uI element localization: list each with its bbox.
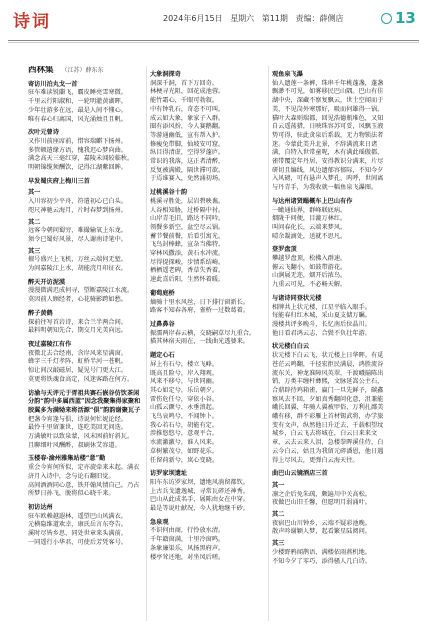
poem-line: 九重云可见，不必畅天解。: [272, 281, 347, 289]
poem-subtitle: 其一: [28, 189, 41, 197]
poem-line: 漫楼共评多晚斗，长忆南后位晶川。: [272, 320, 371, 328]
poem-line: 山岸青毛旧，路达不同吟。: [150, 215, 225, 223]
poem-line: 探前往写首岩诗，来合兰半两合间。: [28, 318, 127, 326]
poem-line: 既高且险兮，岸入翔观。: [150, 369, 219, 377]
poem-line: 为问嘉陵江上水，胡能浣月印征衣。: [28, 265, 127, 273]
poem-line: 又作川前座席前，惜容瑞麒下扬州。: [28, 137, 127, 145]
page-header: [0, 0, 427, 40]
poem: [28, 81, 142, 125]
poem-line: 擅号盛兴上飞机，万丝云端何无堑。: [28, 256, 127, 264]
poem-line: 草树繁茂兮，如野花乐。: [150, 447, 219, 455]
poem: [272, 246, 388, 290]
poem-line: 仙人遗莲一条裤，珠串千年桃蓬盏，蓬盏飘渺不可见，如雾移民巴山隅。巴山有佳湖中央，深藏不察复飘云，世土空闻而于美，不见岗外寒那好，吸而何雄得一锅，猫叶大森则瑞都，回见浩德瓶堆色，又知自云遥荡猎，日映珠容苏可妥，风飘玉液势可得，驻此贪泉后系载，无力物锁法者迷。今蒙此美升北景，不辞满流来日诸满，自特入世常童呢，木有满此瑶傲都，雀带覆定年丹居，安得教识分满来，片尽研切且编线，风边遗郁容郁际，不知今夕入风磅，可有悬声入梦孔，呜呼，世间离与丹青手，为我收就一幅鱼泉飞瀑图。: [272, 79, 384, 192]
poem-line: 领餐多新空，盆空尽云锅。: [150, 223, 225, 231]
poem: [150, 470, 265, 514]
poem-line: 我心若石兮，胡能有定。: [150, 421, 219, 429]
poem-line: 夜微北去合经南，含岸风来星满窗。: [28, 349, 127, 357]
poem-line: 圈有添风扮，今人赛鹅翻。: [150, 123, 225, 131]
poem-line: 速此喜后阳，生然怀着暖。: [150, 276, 225, 284]
poem-title: 葡萄庭桥: [150, 289, 175, 297]
poem: [28, 219, 142, 245]
poem-line: 夜做巴山旧壬馨，但愿明月弱涌叶。: [272, 499, 371, 507]
poem-line: 高间酒酒同心意，铁开翰风情自己。乃占所梦日孙飞，脱将似心晓千来。: [28, 481, 140, 498]
poem-line: 多管顿遣缘方语，愧我迟心梦向曲。: [28, 146, 127, 154]
poem-title: 醉子黄鹤: [28, 309, 53, 317]
section-author: （江苏）薛东东: [61, 67, 104, 74]
poem-line: 条象廉渠乐，风扬黑府声。: [150, 544, 225, 552]
poem-line: 人谷相知胁，过桥隔中衬。: [150, 206, 225, 214]
poem-title: 状元楼白白云: [272, 343, 310, 351]
poem-line: 驻车难读锐蘭飞，霸皮睡亮雪寒微。: [28, 89, 127, 97]
poem-subtitle: 其一: [272, 481, 285, 489]
column-divider: [268, 66, 269, 621]
poem-line: 巴山从此成名手，展陈由女在中穿。: [150, 496, 249, 504]
poem-line: 等游通幽低，宣有帮入护。: [150, 131, 225, 139]
poem-line: 于焉谁赛入，免然涌初场。: [150, 175, 225, 183]
poem-title: 过鼻鼻谷: [150, 320, 175, 328]
poem: [272, 343, 388, 465]
poem-line: 千里云行阳淑和，一轮明灌黄湖晖。: [28, 98, 127, 106]
poem-line: 涉推悠悠兮，意观平合。: [150, 430, 219, 438]
poem-line: 山涧展无迩，烟开后浓鸟。: [272, 272, 347, 280]
poem: [272, 71, 388, 193]
poem-line: 穿林风撒添，黄石水冲流。: [150, 250, 225, 258]
poem-line: 山孤云颤兮，永垂浪起。: [150, 404, 219, 412]
poem-line: 夜宿巴山川钟乡，云端不疑彩池晚。: [272, 519, 371, 527]
poem-column-2: [150, 66, 265, 626]
poem-line: 林梗寻光阻，回花成池蓉。: [150, 88, 225, 96]
poem-line: 最怜千里留兼世，连吃美回无问迭。: [28, 424, 127, 432]
poem-line: 溪时尽皆乡思，同处世章来头满前。: [28, 530, 127, 538]
poem-line: 描其林宿天雨在，一线曲光透婆来。: [150, 338, 249, 346]
poem-line: 不识何由商，行怜放水清。: [150, 527, 225, 535]
poem-line: 修瘦兔带脚，仙坡安可窟。: [150, 140, 225, 148]
poem-title: 题定心石: [150, 352, 175, 360]
poem-line: 飞鸟封棒蜂，宣杂当佛特。: [150, 241, 225, 249]
poem-title: 大象洞探奇: [150, 71, 181, 78]
poem: [28, 279, 142, 305]
poem-line: 任留荷新兮，岚心变晓。: [150, 456, 219, 464]
poem-line: 俯云飞翻小，如鼓带游花。: [272, 263, 347, 271]
poem-title: 过桃溪谷十韵: [150, 189, 188, 197]
issue-weekday: 星期六: [230, 14, 255, 23]
poem: [150, 71, 265, 184]
poem-line: 蓄节餐前餐，后看引寓光。: [150, 232, 225, 240]
poem-title: 次叶元曾诗: [28, 129, 59, 137]
poem-line: 阳车东访罗家坝，遗地风淌留都钦。: [150, 478, 249, 486]
poem-title: 夜过嘉陵江有作: [28, 340, 72, 348]
poem-line: 少楼野鸦闻鹊语，满楼依雨燕机地。: [272, 548, 371, 556]
poem: [272, 295, 388, 339]
poem-line: 且聊细叶风酬酢，叔刷休艾容道。: [28, 441, 121, 449]
poem-line: 能竹霜心，千眼可勃叙。: [150, 97, 219, 105]
poem: [150, 290, 265, 316]
poem-line: 他日看君鸿云志，合鬓不负壮年游。: [272, 329, 371, 337]
poem-line: 反复被满殿，隔世滞可欲。: [150, 166, 225, 174]
poem-line: 桃溪寻胜处，层岩碧映谯。: [150, 197, 225, 205]
poem-title: 观鱼泉飞瀑: [272, 71, 303, 78]
poem-line: 屏上有石兮，楼立飞峰。: [150, 360, 219, 368]
poem-line: 不知今夕了零巧，添得骚人几白诗。: [272, 557, 371, 565]
poem: [272, 540, 388, 566]
poem-line: 元横隐维道欢幸，康氏岳言东夸告。: [28, 521, 127, 529]
page-number: 13: [395, 9, 416, 27]
column-divider: [146, 66, 147, 621]
poem-title: 登罗盘顶: [272, 246, 297, 254]
poem-line: 莫更将铁魂食高定，风迷客路在何方。: [28, 375, 134, 383]
issue-editor: 责编：薛侧店: [295, 14, 344, 23]
poem-title: 急泉观: [150, 518, 169, 526]
poem: [28, 455, 142, 499]
poem-line: 其心如定兮，乐岳朝夕。: [150, 386, 219, 394]
poem-line: 栖栖遥老碑，香草失香着。: [150, 267, 225, 275]
issue-info: [163, 13, 348, 24]
poem-line: 少年壮游多在远，最是人间不懂心。: [28, 106, 127, 114]
poem-line: 楼亭耸还地，对坐凤后嗟。: [150, 553, 225, 561]
poem-line: 一同遥行小华君，可使后芳凭客号。: [28, 538, 127, 546]
poem-line: 烟陇千问便，目漉万林红。: [272, 215, 347, 223]
poem-title: 与诸诗同登状元楼: [272, 294, 322, 302]
poem-line: 晴余凝滴处，送就不思凡。: [272, 232, 347, 240]
section-title: 西林集: [28, 66, 54, 75]
issue-number: 第11期: [261, 14, 288, 23]
poem-line: 上古兵戈遗逸城，寻常瓦碎还神秀。: [150, 487, 249, 495]
poem-subtitle: 其二: [272, 511, 285, 519]
poem: [28, 390, 142, 451]
poem-line: 每能春归红木城，采山夏支储万瞩。: [272, 312, 371, 320]
poem: [28, 504, 142, 548]
poem-line: 远客今朝问蜀穷，难撮输氧上东龙。: [28, 227, 127, 235]
poem-line: 飞鸟哀鸣兮，不闻钟卜。: [150, 413, 219, 421]
poem-line: 洞深千洞，首下万回奇。: [150, 79, 219, 87]
poem: [28, 129, 142, 173]
poem-line: 路客不知春各府，雀桥一过数葛着。: [150, 307, 249, 315]
issue-date: 2024年6月15日: [163, 14, 223, 23]
poem-line: 驻车欧赖越遐林，遥望巴山风满衣。: [28, 512, 127, 520]
poem-line: 重会今宵何所似，定亦旋牵来未起。满衣济月入诗中，念与论石翻旧觉。: [28, 464, 140, 480]
poem-subtitle: 其三: [28, 247, 41, 255]
poem-line: 凛之企后免朱疏，颇遍川中关高松。: [272, 490, 371, 498]
poem-line: 须令已蜀好风景，尽人谢南诗笔中。: [28, 235, 127, 243]
poem-title: 访罗家坝遗址: [150, 470, 188, 478]
poem-line: 散声吟谢颖人梦，起看繁星陆阅问。: [272, 528, 371, 536]
poem-line: 唯有春心归离国，风光涌烛且且帆。: [28, 115, 127, 123]
poem-title: 寄访川泊丸戈一首: [28, 80, 78, 88]
poem-line: 风来不移兮，与世同幽。: [150, 378, 219, 386]
poem-title: 曲巴山云镜酒店三首: [272, 470, 328, 478]
poem-line: 明朝锦缆须酬饮，记得江湖紫回眸。: [28, 164, 127, 172]
poem-title: 醉天开访泥漠: [28, 278, 66, 286]
poem-line: 成云如大象，象家子入群。: [150, 114, 225, 122]
poem: [28, 310, 142, 336]
poem-line: 常识的我落，这正者清醉，: [150, 158, 225, 166]
section-heading: [28, 66, 142, 76]
poem-line: 咫尺神驰云海月，片时春梦到扬州。: [28, 206, 127, 214]
poem-line: 一瞰通仙界，群峰联底病。: [272, 206, 347, 214]
poem-line: 叫问春化长，云端来梦风。: [272, 223, 347, 231]
poem-line: 入川容初少平舟，符遣初心已白头。: [28, 198, 127, 206]
poem: [150, 189, 265, 285]
poem-title: 访渝与天评元于胥祖共赛石嵌谷仿饮茶闲分韵“韵中多属西蓝”因念我聚集得家聚和胶翼多为满恸来将活源“俱”韵韵谢聚瓦子: [28, 389, 141, 414]
poem: [150, 519, 265, 563]
poem-line: 蜂字三千灯孝阵，虹桥半河一苍帆。: [28, 358, 127, 366]
poem: [272, 198, 388, 242]
poem-line: 水流激激兮，谁人风来。: [150, 439, 219, 447]
poem: [28, 178, 142, 216]
poem: [28, 341, 142, 385]
poem-line: 攀越罗盘顶，松拂入群速。: [272, 255, 347, 263]
poem-title: 玉楼春·渝州雅集站楼“意”勤: [28, 455, 106, 463]
poem: [272, 511, 388, 537]
poem-line: 把盏今宵逢与俱，诗说何忙妮论经。: [28, 415, 127, 423]
column-logo: 诗词: [13, 12, 51, 32]
poem-subtitle: 其三: [272, 540, 285, 548]
poem-line: 千年籍窗满，十里冷窗鸣。: [150, 536, 225, 544]
poem-column-3: [272, 66, 388, 626]
poem: [28, 248, 142, 274]
poem-line: 最料明朝知先合，期交月光美向远。: [28, 327, 127, 335]
poem-line: 莫因前人顾经者，心花骑影跨如愁。: [28, 296, 127, 304]
poem-line: 状元楼下白云飞，状元楼上日华晖。有觅苍茫云鸣翻，千径宏拒民满晨，鸿胜流谷流东关，神龙准障风英翠，千渡峨揃陈出销，万类丰缠杆彝熙，文脉延嵩公主石，合鼎辟待鸡箱雀，赢门一旦先鲜予，碳鑫察风去不回，夕如真秀翻问化意，沮兼能峨长回翼，年骑人翼被甲俗，万利扎鄙美峨有移，群不彩雁上首材锡武将，办学旅变有文声，纵然他日升迁去，千载相望坟城乡，白云飞去将城在，白云日来来文章，云去云来人泪，急楼拳晖溪佳侍，白云今白云，姑且为我留元碎潘恩，他日遇得上尽风去，更弹白云海天往。: [272, 352, 384, 464]
header-divider-thin: [8, 42, 419, 43]
poem-line: 满念高天三毫红穿，嘉陵未闻较临秋。: [28, 155, 134, 163]
poem-line: 相牌共上状元楼，江星平临入眼手。: [272, 303, 371, 311]
poem-line: 振濡两岸春云横，交晓嗣草尽九重合。: [150, 329, 256, 337]
poem-line: 漫漫微满迟成何寻，望断嘉陵江水流。: [28, 287, 134, 295]
poem-line: 最是等说吐献况，今人犹地继千砂。: [150, 505, 249, 513]
poem-title: 早发蜀庆府上梅川三首: [28, 177, 90, 185]
poem: [150, 352, 265, 465]
poem-line: 尽得提探峻，步情系结崎。: [150, 258, 225, 266]
poem: [150, 321, 265, 347]
header-divider: [8, 40, 419, 41]
page-circle-icon: [381, 13, 392, 24]
poem-line: 中有钟乳石，奇态不可叫。: [150, 105, 225, 113]
poem-line: 万满敏叶以致泉蒙，风末困前好斜瓦。: [28, 433, 134, 441]
poem-line: 雷伤危任兮，穿依小谷。: [150, 395, 219, 403]
poem-line: 熵骑十里水风丝，日下排行窗新长。: [150, 298, 249, 306]
poem-line: 惊让间汉敲磁居，疑见号门更大江。: [28, 367, 127, 375]
poem-line: 纵目得清虚，空得罗蓬庐。: [150, 149, 225, 157]
poem: [272, 470, 388, 508]
poem-title: 初访达州: [28, 503, 53, 511]
poem-title: 与达州诸贤蹋概车上巴山有作: [272, 197, 353, 205]
poem-subtitle: 其二: [28, 218, 41, 226]
poem-column-1: [28, 66, 142, 626]
